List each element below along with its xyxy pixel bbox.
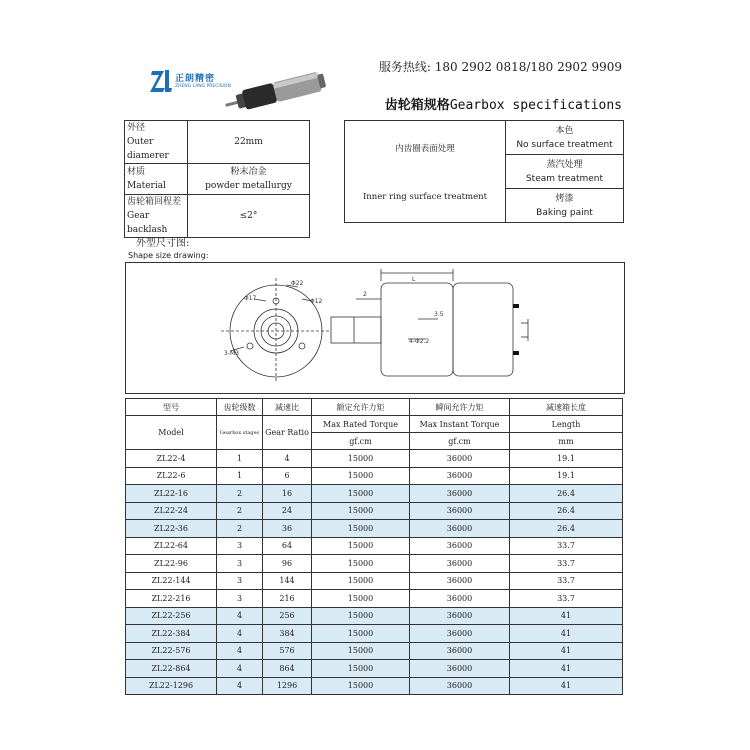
cell-ratio: 24	[263, 502, 312, 520]
surface-option	[506, 155, 624, 189]
cell-stages: 2	[217, 485, 263, 503]
cell-stages: 3	[217, 555, 263, 573]
table-row	[126, 520, 623, 538]
cell-ratio: 1296	[263, 677, 312, 695]
cell-length: 41	[510, 660, 623, 678]
surface-row	[345, 121, 624, 155]
spec-value: 22mm	[188, 121, 310, 164]
page-title	[385, 94, 622, 113]
cell-rated: 15000	[312, 642, 410, 660]
table-row	[126, 467, 623, 485]
spec-label-cn: 外径	[127, 123, 146, 133]
cell-stages: 4	[217, 642, 263, 660]
gear-motor-image	[222, 72, 332, 112]
cell-instant: 36000	[410, 485, 510, 503]
cell-rated: 15000	[312, 502, 410, 520]
spec-label-en: Material	[127, 181, 166, 191]
cell-ratio: 16	[263, 485, 312, 503]
cell-stages: 1	[217, 450, 263, 468]
cell-length: 26.4	[510, 485, 623, 503]
title-en: Gearbox specifications	[449, 98, 622, 113]
cell-length: 19.1	[510, 467, 623, 485]
surface-option-en: Baking paint	[536, 207, 593, 218]
col-header-length-cn: 减速箱长度	[510, 399, 623, 416]
cell-rated: 15000	[312, 677, 410, 695]
surface-option	[506, 189, 624, 223]
cell-length: 33.7	[510, 555, 623, 573]
cell-length: 19.1	[510, 450, 623, 468]
service-hotline: 服务热线: 180 2902 0818/180 2902 9909	[378, 60, 622, 74]
spec-table	[124, 120, 310, 238]
cell-length: 41	[510, 625, 623, 643]
cell-model: ZL22-384	[126, 625, 217, 643]
cell-model: ZL22-64	[126, 537, 217, 555]
cell-model: ZL22-36	[126, 520, 217, 538]
cell-ratio: 144	[263, 572, 312, 590]
table-row	[126, 625, 623, 643]
cell-rated: 15000	[312, 607, 410, 625]
cell-length: 41	[510, 607, 623, 625]
cell-rated: 15000	[312, 537, 410, 555]
cell-instant: 36000	[410, 467, 510, 485]
col-header-rated-cn: 额定允许力矩	[312, 399, 410, 416]
col-header-instant-cn: 瞬间允许力矩	[410, 399, 510, 416]
cell-model: ZL22-256	[126, 607, 217, 625]
cell-rated: 15000	[312, 625, 410, 643]
spec-value: ≤2°	[188, 195, 310, 238]
unit-rated: gf.cm	[312, 433, 410, 450]
unit-length: mm	[510, 433, 623, 450]
shape-size-drawing	[125, 262, 625, 394]
surface-option	[506, 121, 624, 155]
brand-name-cn: 正朗精密	[175, 74, 216, 84]
dim-shaft-diameter: 4-Φ2.2	[409, 338, 430, 345]
spec-row	[125, 164, 310, 195]
cell-instant: 36000	[410, 520, 510, 538]
cell-instant: 36000	[410, 677, 510, 695]
cell-stages: 3	[217, 590, 263, 608]
col-header-stages-cn: 齿轮级数	[217, 399, 263, 416]
surface-label-cn: 内齿圈表面处理	[395, 143, 455, 154]
cell-model: ZL22-576	[126, 642, 217, 660]
cell-ratio: 384	[263, 625, 312, 643]
dim-offset: 2	[363, 291, 367, 298]
cell-length: 33.7	[510, 537, 623, 555]
spec-label-en: Outer diamerer	[127, 137, 169, 161]
dim-shaft-length: 3.5	[434, 311, 444, 318]
cell-stages: 4	[217, 625, 263, 643]
col-header-model-cn: 型号	[126, 399, 217, 416]
cell-length: 41	[510, 677, 623, 695]
surface-treatment-table	[344, 120, 624, 223]
spec-row	[125, 195, 310, 238]
cell-model: ZL22-144	[126, 572, 217, 590]
cell-instant: 36000	[410, 555, 510, 573]
header-row-cn	[126, 399, 623, 416]
spec-label	[125, 164, 188, 195]
col-header-stages-en: Gearbox stages	[217, 416, 263, 450]
dim-d17: Φ17	[244, 295, 257, 302]
drawing-label-cn: 外型尺寸图:	[136, 238, 190, 249]
cell-model: ZL22-216	[126, 590, 217, 608]
cell-stages: 3	[217, 537, 263, 555]
cell-stages: 4	[217, 607, 263, 625]
table-row	[126, 555, 623, 573]
spec-row	[125, 121, 310, 164]
table-row	[126, 485, 623, 503]
cell-stages: 4	[217, 677, 263, 695]
table-row	[126, 642, 623, 660]
cell-instant: 36000	[410, 607, 510, 625]
cell-rated: 15000	[312, 485, 410, 503]
dim-d22: Φ22	[291, 280, 304, 287]
spec-label	[125, 195, 188, 238]
cell-rated: 15000	[312, 520, 410, 538]
cell-stages: 3	[217, 572, 263, 590]
spec-value-en: powder metallurgy	[205, 181, 292, 191]
surface-option-cn: 本色	[555, 125, 574, 136]
surface-option-cn: 蒸汽处理	[546, 159, 583, 170]
cell-ratio: 864	[263, 660, 312, 678]
spec-label-en: Gear backlash	[127, 211, 168, 235]
cell-length: 26.4	[510, 502, 623, 520]
table-row	[126, 502, 623, 520]
cell-instant: 36000	[410, 625, 510, 643]
cell-model: ZL22-6	[126, 467, 217, 485]
table-body	[126, 450, 623, 695]
cell-rated: 15000	[312, 555, 410, 573]
cell-instant: 36000	[410, 450, 510, 468]
surface-option-en: Steam treatment	[525, 173, 604, 184]
zl-logo-icon	[150, 68, 172, 94]
cell-ratio: 64	[263, 537, 312, 555]
cell-ratio: 36	[263, 520, 312, 538]
header-row-en	[126, 416, 623, 433]
cell-model: ZL22-24	[126, 502, 217, 520]
cell-length: 26.4	[510, 520, 623, 538]
brand-name-en: ZHENG LANG PRECISION	[175, 84, 231, 89]
col-header-length-en: Length	[510, 416, 623, 433]
table-row	[126, 537, 623, 555]
spec-label-cn: 材质	[127, 167, 146, 177]
surface-option-en: No surface treatment	[516, 139, 613, 150]
cell-ratio: 256	[263, 607, 312, 625]
surface-label-en: Inner ring surface treatment	[362, 191, 488, 202]
dim-d12: Φ12	[310, 298, 323, 305]
cell-model: ZL22-4	[126, 450, 217, 468]
table-row	[126, 590, 623, 608]
surface-option-cn: 烤漆	[555, 193, 574, 204]
brand-logo	[150, 68, 232, 96]
cell-stages: 1	[217, 467, 263, 485]
cell-length: 33.7	[510, 590, 623, 608]
spec-value-cn: 粉末冶金	[230, 167, 267, 177]
cell-length: 33.7	[510, 572, 623, 590]
cell-model: ZL22-96	[126, 555, 217, 573]
cell-model: ZL22-1296	[126, 677, 217, 695]
dim-screw: 3-M3	[224, 350, 239, 357]
cell-ratio: 216	[263, 590, 312, 608]
cell-stages: 2	[217, 520, 263, 538]
table-row	[126, 660, 623, 678]
cell-ratio: 4	[263, 450, 312, 468]
cell-ratio: 96	[263, 555, 312, 573]
cell-model: ZL22-864	[126, 660, 217, 678]
col-header-model-en: Model	[126, 416, 217, 450]
table-row	[126, 450, 623, 468]
cell-ratio: 576	[263, 642, 312, 660]
cell-instant: 36000	[410, 660, 510, 678]
cell-model: ZL22-16	[126, 485, 217, 503]
title-cn: 齿轮箱规格	[384, 98, 450, 113]
technical-drawing	[126, 263, 624, 393]
surface-label	[345, 121, 506, 223]
cell-instant: 36000	[410, 642, 510, 660]
spec-label	[125, 121, 188, 164]
cell-stages: 2	[217, 502, 263, 520]
cell-rated: 15000	[312, 450, 410, 468]
cell-instant: 36000	[410, 502, 510, 520]
cell-stages: 4	[217, 660, 263, 678]
cell-rated: 15000	[312, 590, 410, 608]
cell-instant: 36000	[410, 572, 510, 590]
col-header-rated-en: Max Rated Torque	[312, 416, 410, 433]
cell-rated: 15000	[312, 572, 410, 590]
cell-instant: 36000	[410, 590, 510, 608]
spec-label-cn: 齿轮箱回程差	[127, 197, 182, 207]
gearbox-data-table	[125, 398, 623, 695]
cell-ratio: 6	[263, 467, 312, 485]
col-header-instant-en: Max Instant Torque	[410, 416, 510, 433]
table-row	[126, 607, 623, 625]
table-row	[126, 572, 623, 590]
dim-length: L	[412, 276, 416, 283]
col-header-ratio-cn: 减速比	[263, 399, 312, 416]
cell-length: 41	[510, 642, 623, 660]
col-header-ratio-en: Gear Ratio	[263, 416, 312, 450]
cell-rated: 15000	[312, 660, 410, 678]
cell-instant: 36000	[410, 537, 510, 555]
spec-value	[188, 164, 310, 195]
unit-instant: gf.cm	[410, 433, 510, 450]
cell-rated: 15000	[312, 467, 410, 485]
table-row	[126, 677, 623, 695]
drawing-label-en: Shape size drawing:	[128, 251, 209, 260]
